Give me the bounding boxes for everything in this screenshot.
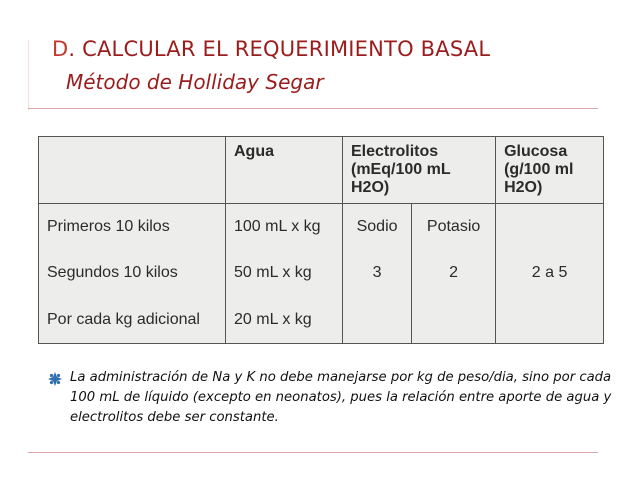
row-label: Por cada kg adicional — [39, 296, 226, 343]
left-accent-line — [28, 40, 29, 110]
header-glucosa-line1: Glucosa — [504, 143, 568, 160]
header-agua-label: Agua — [234, 143, 274, 160]
row-label: Primeros 10 kilos — [39, 204, 226, 251]
note-text: La administración de Na y K no debe manejarse por kg de peso/dia, sino por cada 100 mL de líquido (excepto en neonatos), pues la relación entre aporte de agua y electrolitos debe ser constante. — [70, 370, 612, 425]
row-agua: 50 mL x kg — [226, 251, 343, 297]
subheader-sodio: Sodio — [343, 204, 412, 251]
glucosa-value: 2 a 5 — [496, 251, 604, 297]
row-agua: 20 mL x kg — [226, 296, 343, 343]
table-header-row — [39, 137, 604, 204]
sodio-value: 3 — [343, 251, 412, 297]
empty-cell — [412, 296, 496, 343]
table-row — [39, 204, 604, 251]
empty-cell — [343, 296, 412, 343]
empty-header-cell — [39, 137, 226, 204]
subheader-potasio: Potasio — [412, 204, 496, 251]
bottom-divider — [28, 452, 598, 453]
header-electrolitos-line2: (mEq/100 mL H2O) — [351, 161, 451, 196]
diamond-bullet-icon — [48, 372, 62, 386]
holliday-segar-table — [38, 136, 604, 344]
top-divider — [28, 108, 598, 109]
header-electrolitos — [343, 137, 496, 204]
potasio-value: 2 — [412, 251, 496, 297]
header-glucosa — [496, 137, 604, 204]
title-text: . CALCULAR EL REQUERIMIENTO BASAL — [68, 37, 491, 61]
header-electrolitos-line1: Electrolitos — [351, 143, 439, 160]
empty-glucosa-cell — [496, 204, 604, 251]
header-glucosa-line2: (g/100 ml H2O) — [504, 161, 574, 196]
row-agua: 100 mL x kg — [226, 204, 343, 251]
slide-subtitle: Método de Holliday Segar — [66, 70, 324, 94]
table-row — [39, 296, 604, 343]
title-letter: D — [52, 37, 69, 61]
row-label: Segundos 10 kilos — [39, 251, 226, 297]
slide-title — [52, 37, 490, 61]
header-agua — [226, 137, 343, 204]
table-row — [39, 251, 604, 297]
empty-cell — [496, 296, 604, 343]
